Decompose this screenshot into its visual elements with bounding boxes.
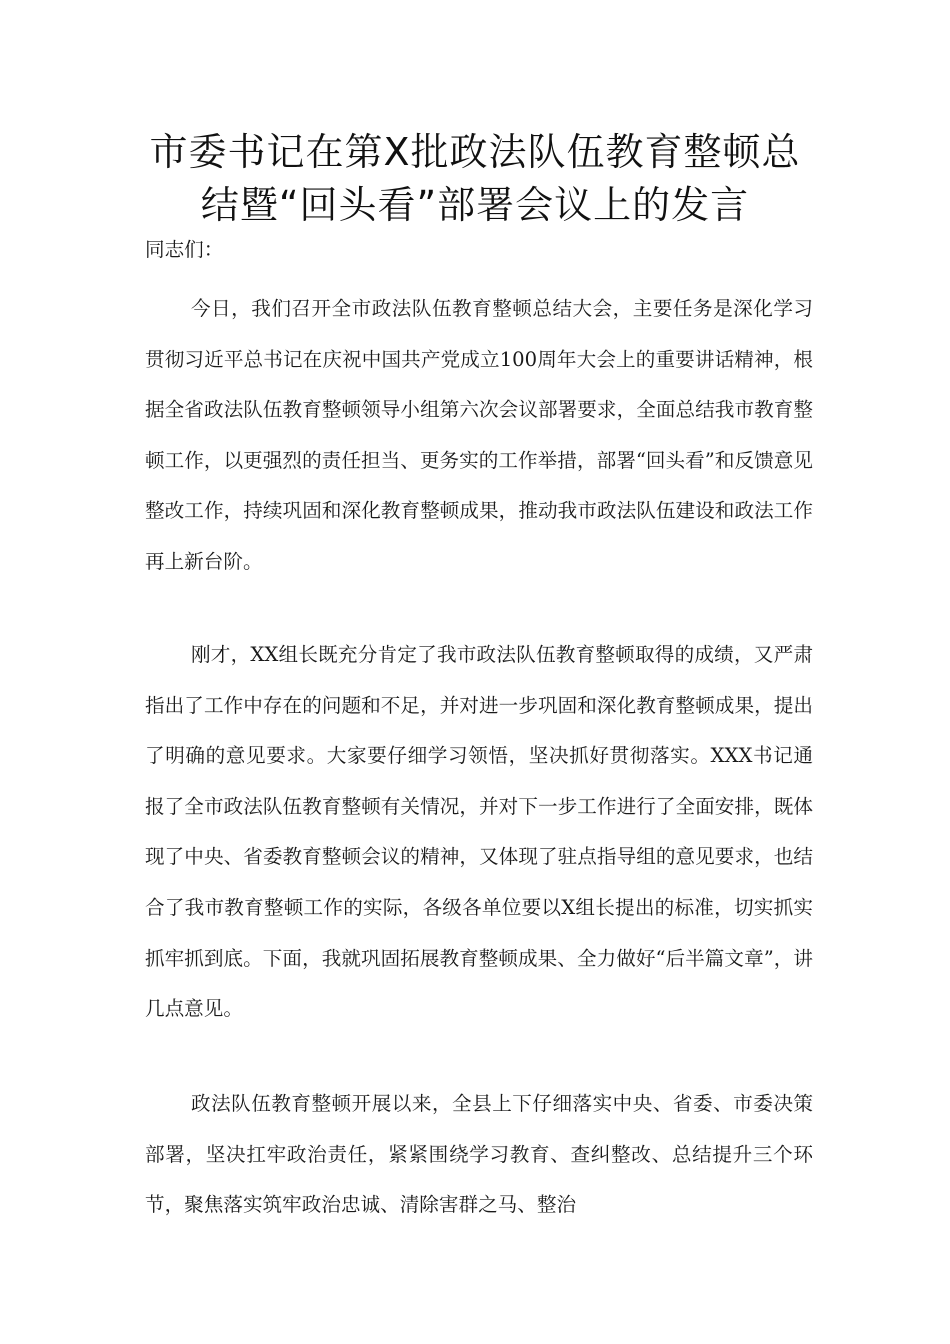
paragraph-2: 刚才，XX组长既充分肯定了我市政法队伍教育整顿取得的成绩，又严肃指出了工作中存在的问题和不足，并对进一步巩固和深化教育整顿成果，提出了明确的意见要求。大家要仔细学习领悟，坚决抓好贯彻落实。XXX书记通报了全市政法队伍教育整顿有关情况，并对下一步工作进行了全面安排，既体现了中央、省委教育整顿会议的精神，又体现了驻点指导组的意见要求，也结合了我市教育整顿工作的实际，各级各单位要以X组长提出的标准，切实抓实抓牢抓到底。下面，我就巩固拓展教育整顿成果、全力做好“后半篇文章”，讲几点意见。 (145, 643, 813, 1021)
salutation: 同志们： (145, 238, 224, 261)
paragraph-1: 今日，我们召开全市政法队伍教育整顿总结大会，主要任务是深化学习贯彻习近平总书记在庆祝中国共产党成立100周年大会上的重要讲话精神，根据全省政法队伍教育整顿领导小组第六次会议部署要求，全面总结我市教育整顿工作，以更强烈的责任担当、更务实的工作举措，部署“回头看”和反馈意见整改工作，持续巩固和深化教育整顿成果，推动我市政法队伍建设和政法工作再上新台阶。 (145, 297, 813, 573)
paragraph-3: 政法队伍教育整顿开展以来，全县上下仔细落实中央、省委、市委决策部署，坚决扛牢政治责任，紧紧围绕学习教育、查纠整改、总结提升三个环节，聚焦落实筑牢政治忠诚、清除害群之马、整治 (145, 1092, 813, 1217)
document-title: 市委书记在第Ⅹ批政法队伍教育整顿总结暨“回头看”部署会议上的发言 (149, 130, 801, 227)
